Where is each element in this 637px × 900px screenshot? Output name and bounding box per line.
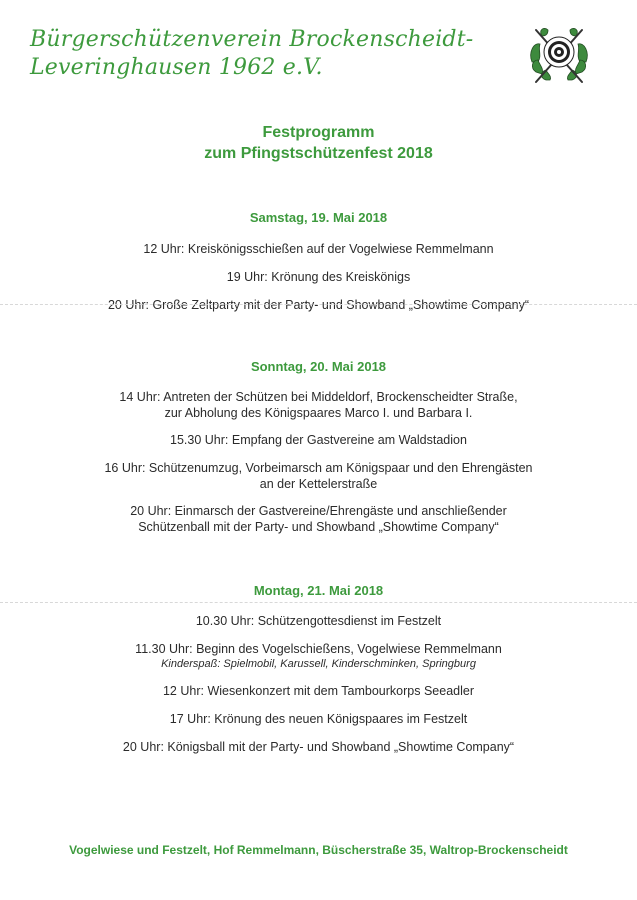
event-item <box>0 432 637 448</box>
event-item <box>0 503 637 535</box>
event-text: 17 Uhr: Krönung des neuen Königspaares im Festzelt <box>169 712 468 726</box>
event-item <box>0 739 637 755</box>
day-heading-sunday: Sonntag, 20. Mai 2018 <box>250 359 387 374</box>
event-item <box>0 641 637 671</box>
event-item <box>0 269 637 285</box>
event-text: 15.30 Uhr: Empfang der Gastvereine am Waldstadion <box>170 433 467 447</box>
event-text: 16 Uhr: Schützenumzug, Vorbeimarsch am Königspaar und den Ehrengästen <box>104 461 533 475</box>
event-text: 20 Uhr: Große Zeltparty mit der Party- und Showband „Showtime Company“ <box>107 298 529 312</box>
event-text: 20 Uhr: Königsball mit der Party- und Showband „Showtime Company“ <box>122 740 515 754</box>
club-name-line-1: Bürgerschützenverein Brockenscheidt- <box>30 27 474 52</box>
event-text: 19 Uhr: Krönung des Kreiskönigs <box>226 270 411 284</box>
fold-line <box>0 304 637 305</box>
event-item <box>0 683 637 699</box>
event-text-continued: Schützenball mit der Party- und Showband „Showtime Company“ <box>138 520 499 534</box>
event-item <box>0 389 637 421</box>
event-subtext: Kinderspaß: Spielmobil, Karussell, Kinderschminken, Springburg <box>161 658 476 670</box>
club-emblem-icon <box>526 22 592 88</box>
day-heading-monday: Montag, 21. Mai 2018 <box>253 583 384 598</box>
club-name <box>30 26 473 82</box>
day-heading-saturday: Samstag, 19. Mai 2018 <box>249 210 388 225</box>
event-text: 20 Uhr: Einmarsch der Gastvereine/Ehrengäste und anschließender <box>130 504 507 518</box>
event-item <box>0 613 637 629</box>
location-footer: Vogelwiese und Festzelt, Hof Remmelmann, Büscherstraße 35, Waltrop-Brockenscheidt <box>69 843 568 857</box>
event-item <box>0 460 637 492</box>
event-text: 11.30 Uhr: Beginn des Vogelschießens, Vogelwiese Remmelmann <box>135 642 502 656</box>
event-item <box>0 711 637 727</box>
event-text-continued: an der Kettelerstraße <box>259 477 378 491</box>
event-text: 14 Uhr: Antreten der Schützen bei Middeldorf, Brockenscheidter Straße, <box>119 390 518 404</box>
event-text-continued: zur Abholung des Königspaares Marco I. und Barbara I. <box>164 406 473 420</box>
event-text: 10.30 Uhr: Schützengottesdienst im Festzelt <box>195 614 442 628</box>
event-text: 12 Uhr: Wiesenkonzert mit dem Tambourkorps Seeadler <box>162 684 475 698</box>
program-subtitle: zum Pfingstschützenfest 2018 <box>204 145 433 162</box>
event-text: 12 Uhr: Kreiskönigsschießen auf der Vogelwiese Remmelmann <box>143 242 494 256</box>
event-item <box>0 241 637 257</box>
event-item <box>0 297 637 313</box>
program-title: Festprogramm <box>262 124 375 141</box>
club-name-line-2: Leveringhausen 1962 e.V. <box>30 55 323 80</box>
fold-line <box>0 602 637 603</box>
